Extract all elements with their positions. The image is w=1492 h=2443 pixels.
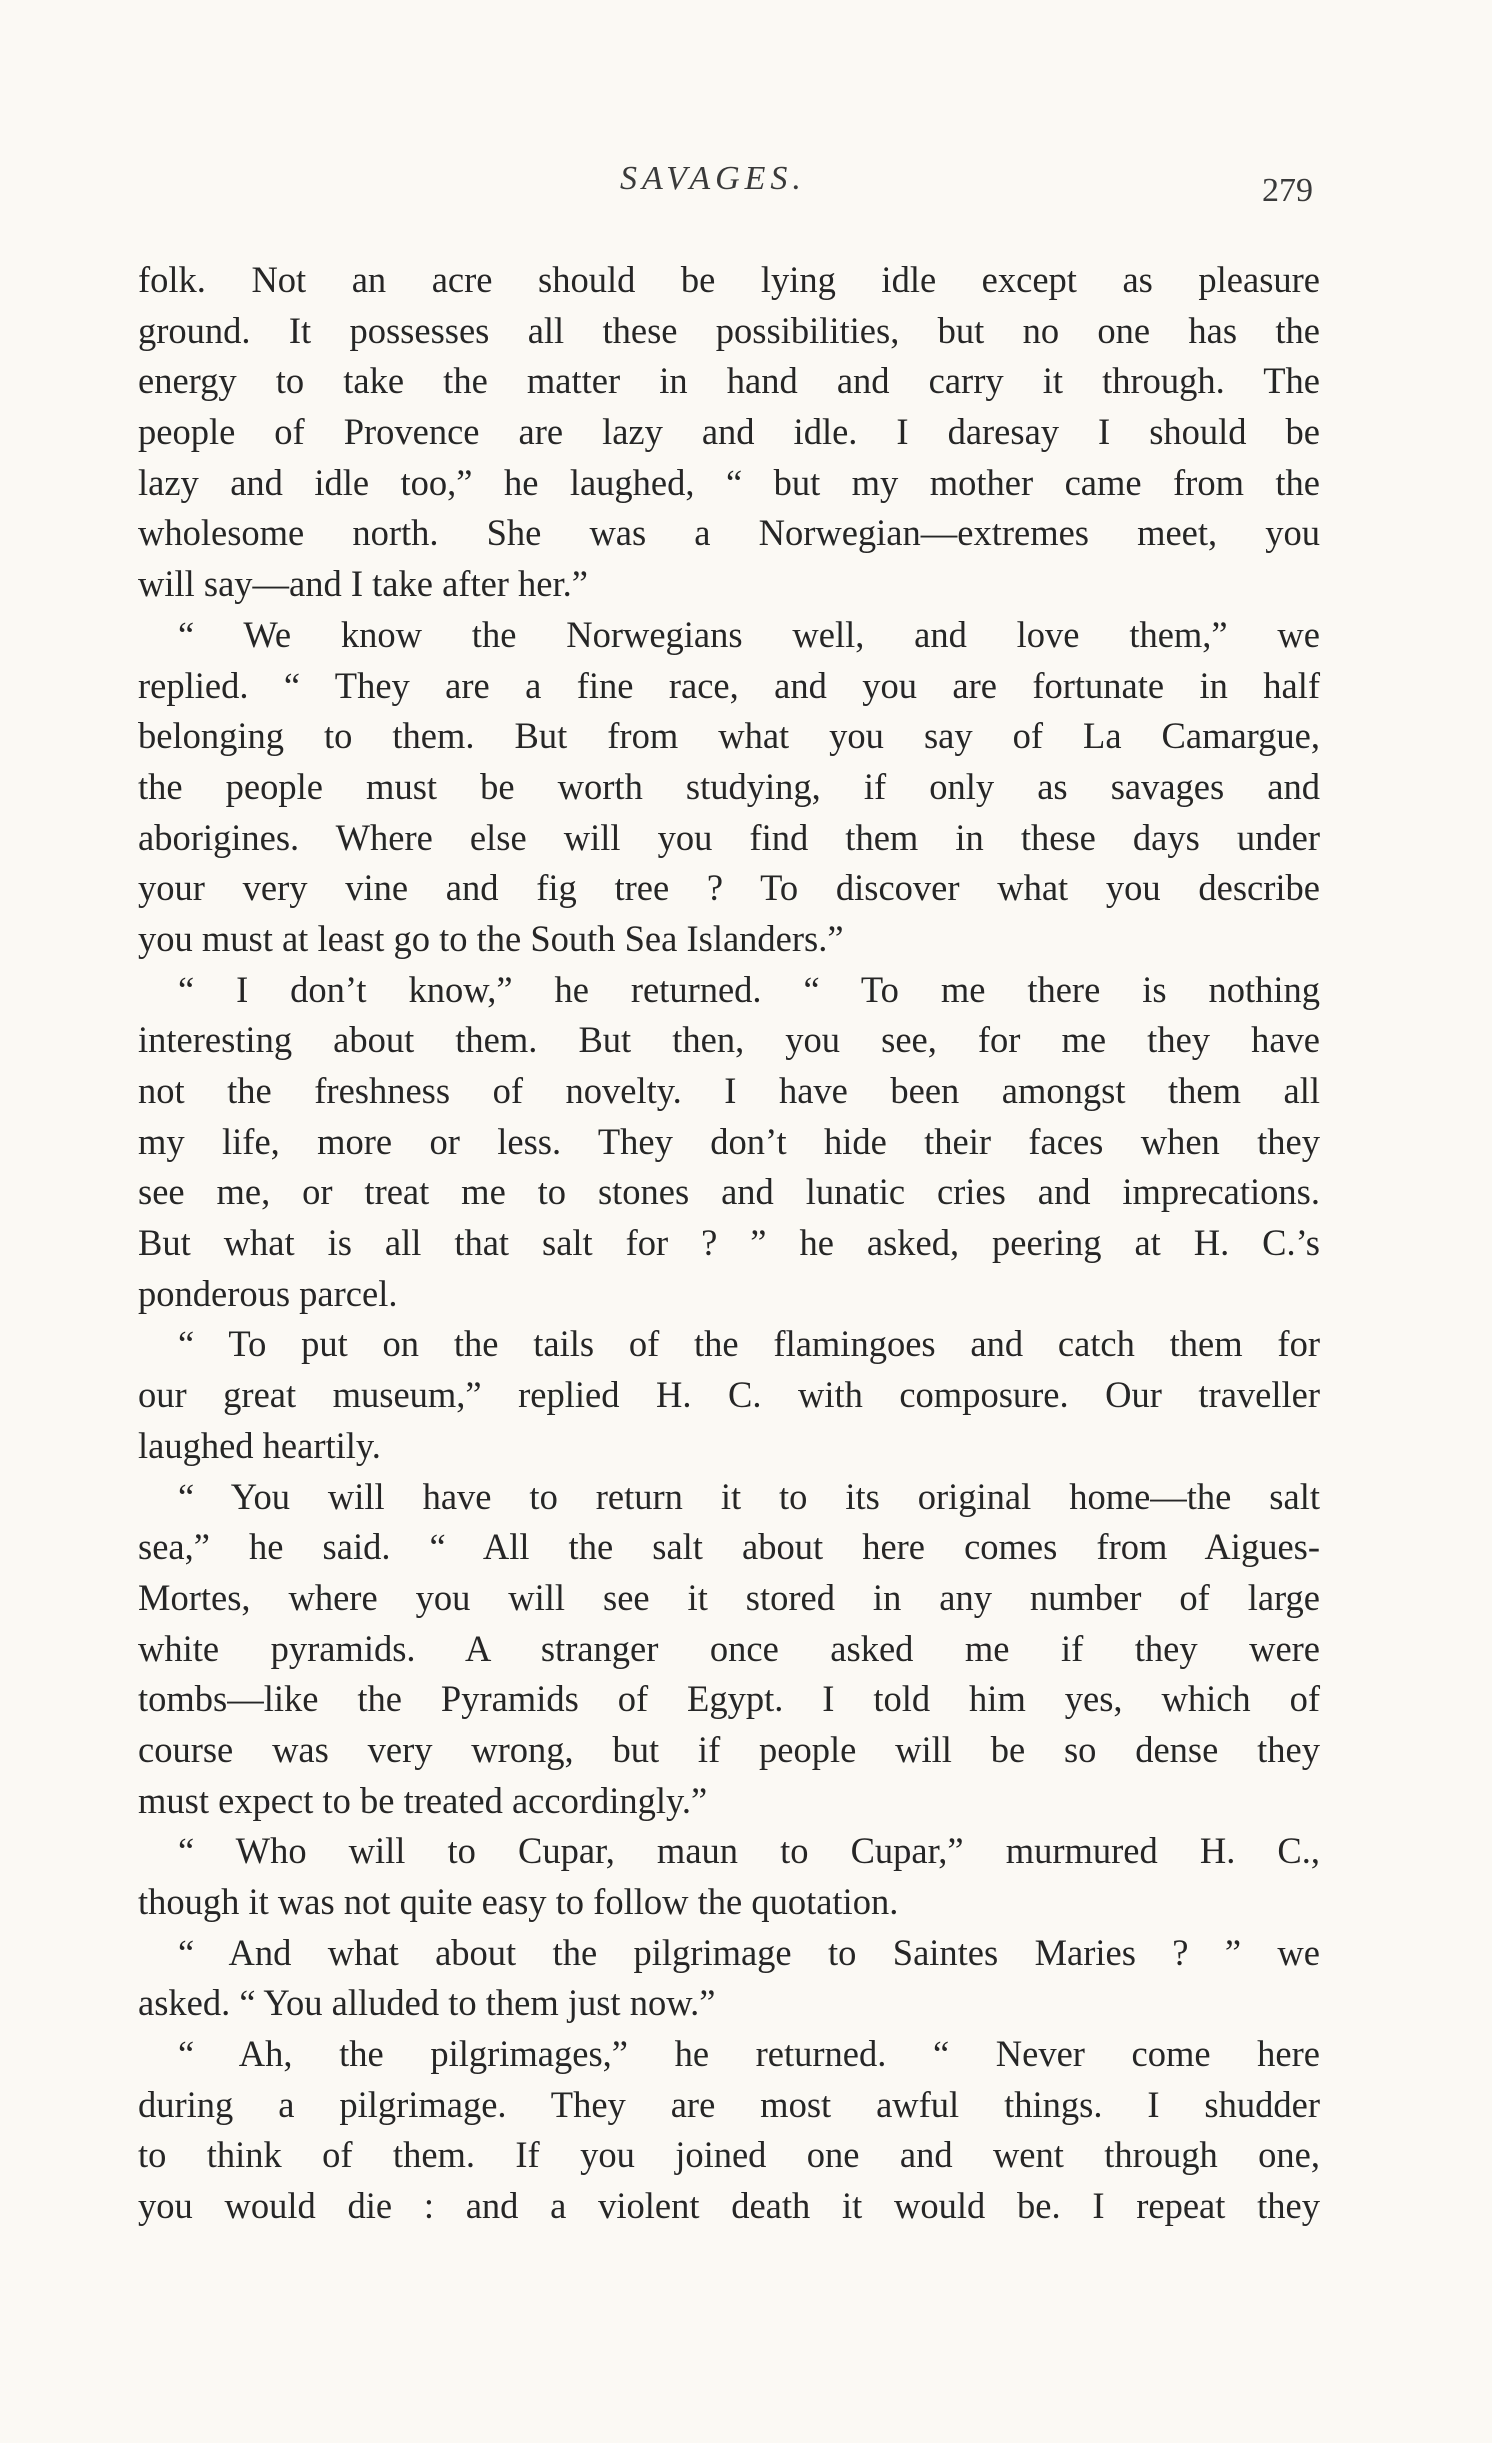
text-line: though it was not quite easy to follow the quotation. (138, 1881, 899, 1922)
text-line: asked. “ You alluded to them just now.” (138, 1982, 716, 2024)
text-line: “ Who will to Cupar, maun to Cupar,” murmured H. C., (178, 1830, 1320, 1872)
text-line: must expect to be treated accordingly.” (138, 1779, 708, 1821)
text-line: my life, more or less. They don’t hide their faces when they (138, 1120, 1320, 1162)
text-line: “ And what about the pilgrimage to Saintes Maries ? ” we (178, 1931, 1320, 1973)
text-line: laughed heartily. (138, 1424, 381, 1466)
text-line: you must at least go to the South Sea Islanders.” (138, 917, 844, 959)
page-number: 279 (1262, 172, 1313, 209)
text-line: tombs—like the Pyramids of Egypt. I told him yes, which of (138, 1678, 1320, 1720)
text-line: our great museum,” replied H. C. with composure. Our traveller (138, 1374, 1320, 1416)
text-line: energy to take the matter in hand and carry it through. The (138, 360, 1320, 402)
text-line: sea,” he said. “ All the salt about here comes from Aigues- (138, 1526, 1320, 1568)
text-line: you would die : and a violent death it would be. I repeat they (138, 2185, 1320, 2227)
text-line: to think of them. If you joined one and went through one, (138, 2134, 1320, 2176)
text-line: “ To put on the tails of the flamingoes and catch them for (178, 1323, 1320, 1365)
text-line: “ You will have to return it to its original home—the salt (178, 1475, 1320, 1517)
text-line: ground. It possesses all these possibilities, but no one has the (138, 309, 1320, 351)
text-line: during a pilgrimage. They are most awful things. I shudder (138, 2083, 1320, 2125)
text-line: belonging to them. But from what you say of La Camargue, (138, 715, 1320, 757)
text-line: But what is all that salt for ? ” he asked, peering at H. C.’s (138, 1222, 1320, 1264)
text-line: course was very wrong, but if people will be so dense they (138, 1728, 1320, 1770)
text-line: white pyramids. A stranger once asked me if they were (138, 1627, 1320, 1669)
text-line: not the freshness of novelty. I have been amongst them all (138, 1070, 1320, 1111)
text-line: your very vine and fig tree ? To discover what you describe (138, 867, 1320, 909)
text-line: replied. “ They are a fine race, and you are fortunate in half (138, 664, 1320, 706)
text-line: Mortes, where you will see it stored in any number of large (138, 1576, 1320, 1618)
body-text (138, 255, 1320, 2232)
running-title: SAVAGES. (620, 160, 806, 197)
text-line: aborigines. Where else will you find them in these days under (138, 816, 1320, 858)
text-line: the people must be worth studying, if only as savages and (138, 765, 1320, 807)
text-line: lazy and idle too,” he laughed, “ but my mother came from the (138, 461, 1320, 503)
running-head (0, 160, 1492, 210)
text-line: wholesome north. She was a Norwegian—extremes meet, you (138, 512, 1320, 554)
text-line: will say—and I take after her.” (138, 563, 588, 605)
text-line: ponderous parcel. (138, 1272, 398, 1314)
text-line: “ I don’t know,” he returned. “ To me there is nothing (178, 968, 1320, 1010)
text-line: interesting about them. But then, you see, for me they have (138, 1019, 1320, 1061)
text-line: “ We know the Norwegians well, and love them,” we (178, 613, 1320, 655)
text-line: folk. Not an acre should be lying idle except as pleasure (138, 259, 1320, 300)
text-line: people of Provence are lazy and idle. I daresay I should be (138, 411, 1320, 453)
text-line: see me, or treat me to stones and lunatic cries and imprecations. (138, 1171, 1320, 1213)
text-line: “ Ah, the pilgrimages,” he returned. “ Never come here (178, 2033, 1320, 2075)
